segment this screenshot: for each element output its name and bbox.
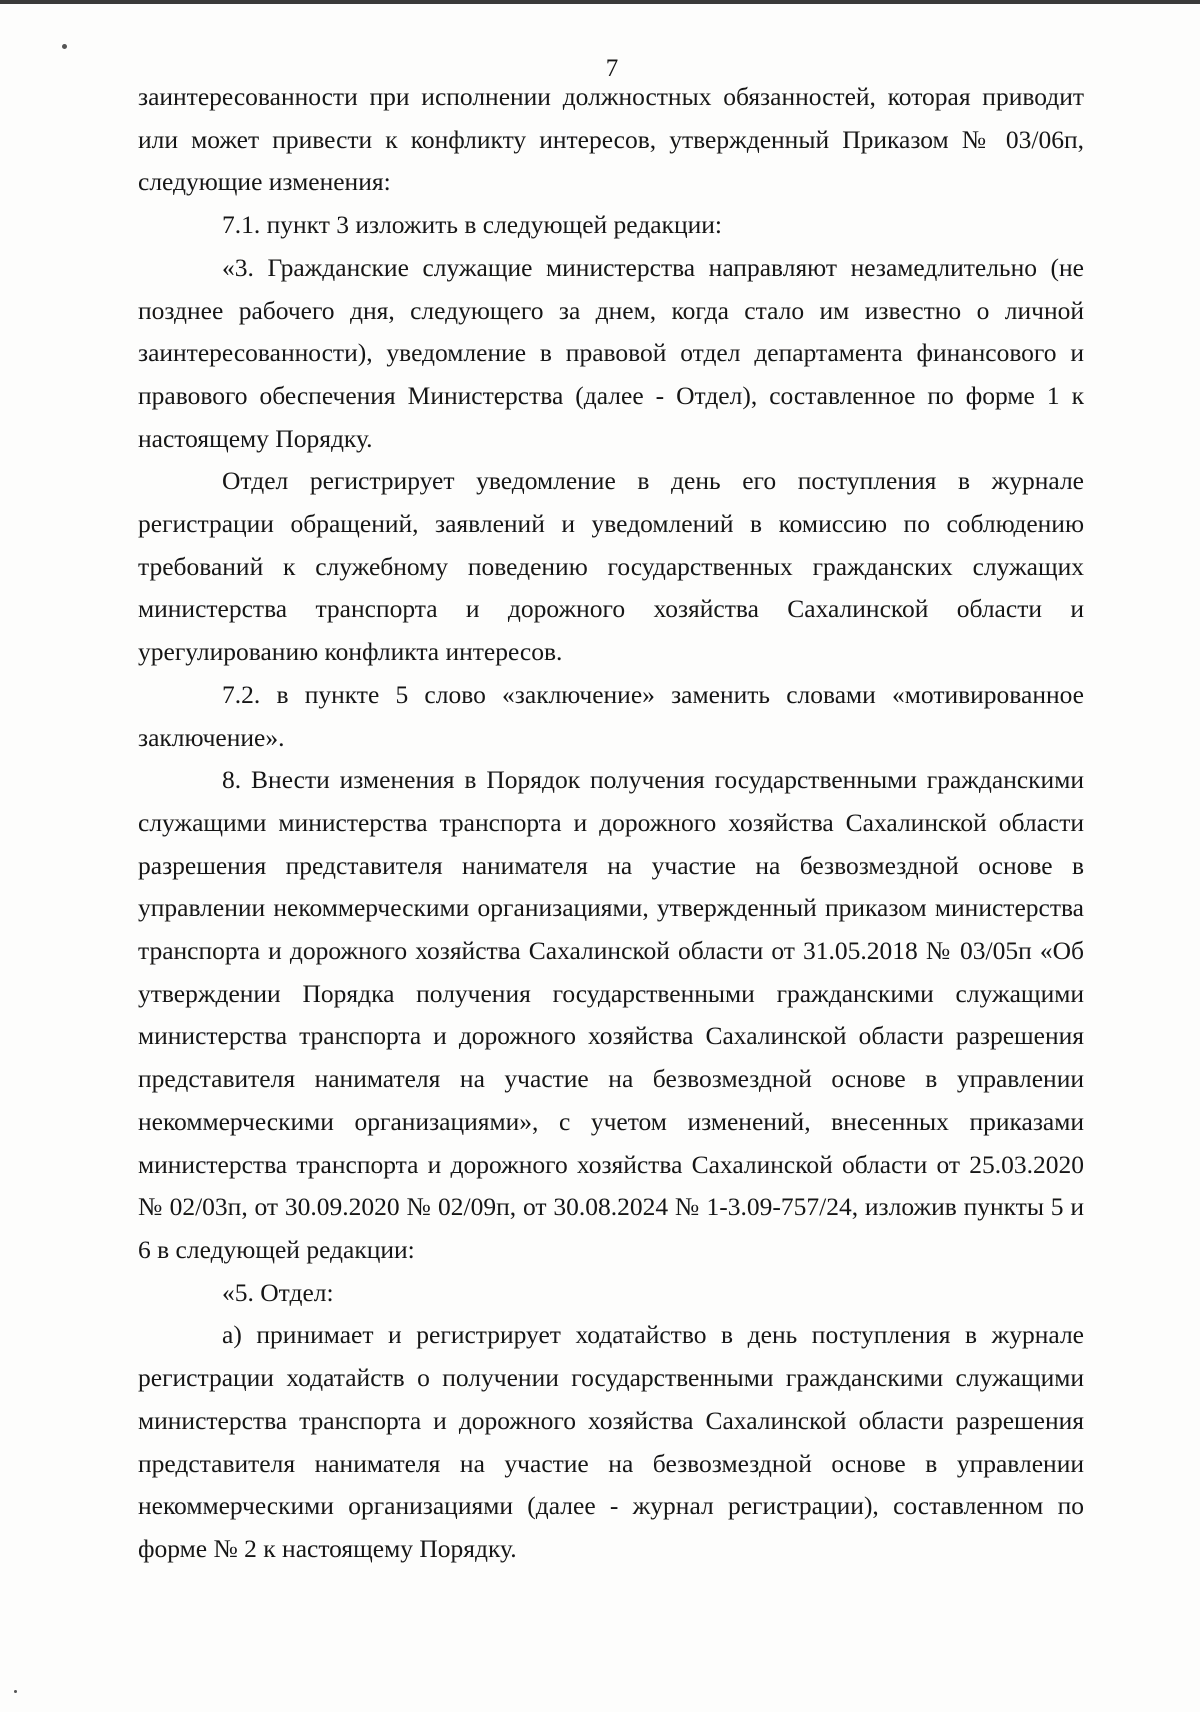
paragraph-item-8: 8. Внести изменения в Порядок получения государственными гражданскими служащими министерства транспорта и дорожного хозяйства Сахалинской области разрешения представителя нанимателя на участие на безвозмездной основе в управлении некоммерческими организациями, утвержденный приказом министерства транспорта и дорожного хозяйства Сахалинской области от 31.05.2018 № 03/05п «Об утверждении Порядка получения государственными гражданскими служащими министерства транспорта и дорожного хозяйства Сахалинской области разрешения представителя нанимателя на участие на безвозмездной основе в управлении некоммерческими организациями», с учетом изменений, внесенных приказами министерства транспорта и дорожного хозяйства Сахалинской области от 25.03.2020 № 02/03п, от 30.09.2020 № 02/09п, от 30.08.2024 № 1-3.09-757/24, изложив пункты 5 и 6 в следующей редакции: [138, 765, 1084, 1264]
scan-top-edge [0, 0, 1200, 4]
scan-speck [62, 44, 67, 49]
page-number: 7 [605, 55, 619, 82]
paragraph-item-7-2: 7.2. в пункте 5 слово «заключение» заменить словами «мотивированное заключение». [138, 679, 1084, 752]
paragraph-quote-5: «5. Отдел: [222, 1277, 334, 1307]
document-body [138, 76, 1084, 1571]
paragraph-quote-3: «3. Гражданские служащие министерства направляют незамедлительно (не позднее рабочего дня, следующего за днем, когда стало им известно о личной заинтересованности), уведомление в правовой отдел департамента финансового и правового обеспечения Министерства (далее - Отдел), составленное по форме 1 к настоящему Порядку. [138, 252, 1084, 453]
paragraph-item-7-1: 7.1. пункт 3 изложить в следующей редакции: [222, 210, 722, 240]
paragraph-registration: Отдел регистрирует уведомление в день его поступления в журнале регистрации обращений, заявлений и уведомлений в комиссию по соблюдению требований к служебному поведению государственных гражданских служащих министерства транспорта и дорожного хозяйства Сахалинской области и урегулированию конфликта интересов. [138, 466, 1084, 667]
paragraph-subitem-a: а) принимает и регистрирует ходатайство в день поступления в журнале регистрации ходатайств о получении государственными гражданскими служащими министерства транспорта и дорожного хозяйства Сахалинской области разрешения представителя нанимателя на участие на безвозмездной основе в управлении некоммерческими организациями (далее - журнал регистрации), составленном по форме № 2 к настоящему Порядку. [138, 1320, 1084, 1563]
scan-speck [14, 1690, 17, 1693]
paragraph-continuation: заинтересованности при исполнении должностных обязанностей, которая приводит или может привести к конфликту интересов, утвержденный Приказом № 03/06п, следующие изменения: [138, 82, 1084, 197]
